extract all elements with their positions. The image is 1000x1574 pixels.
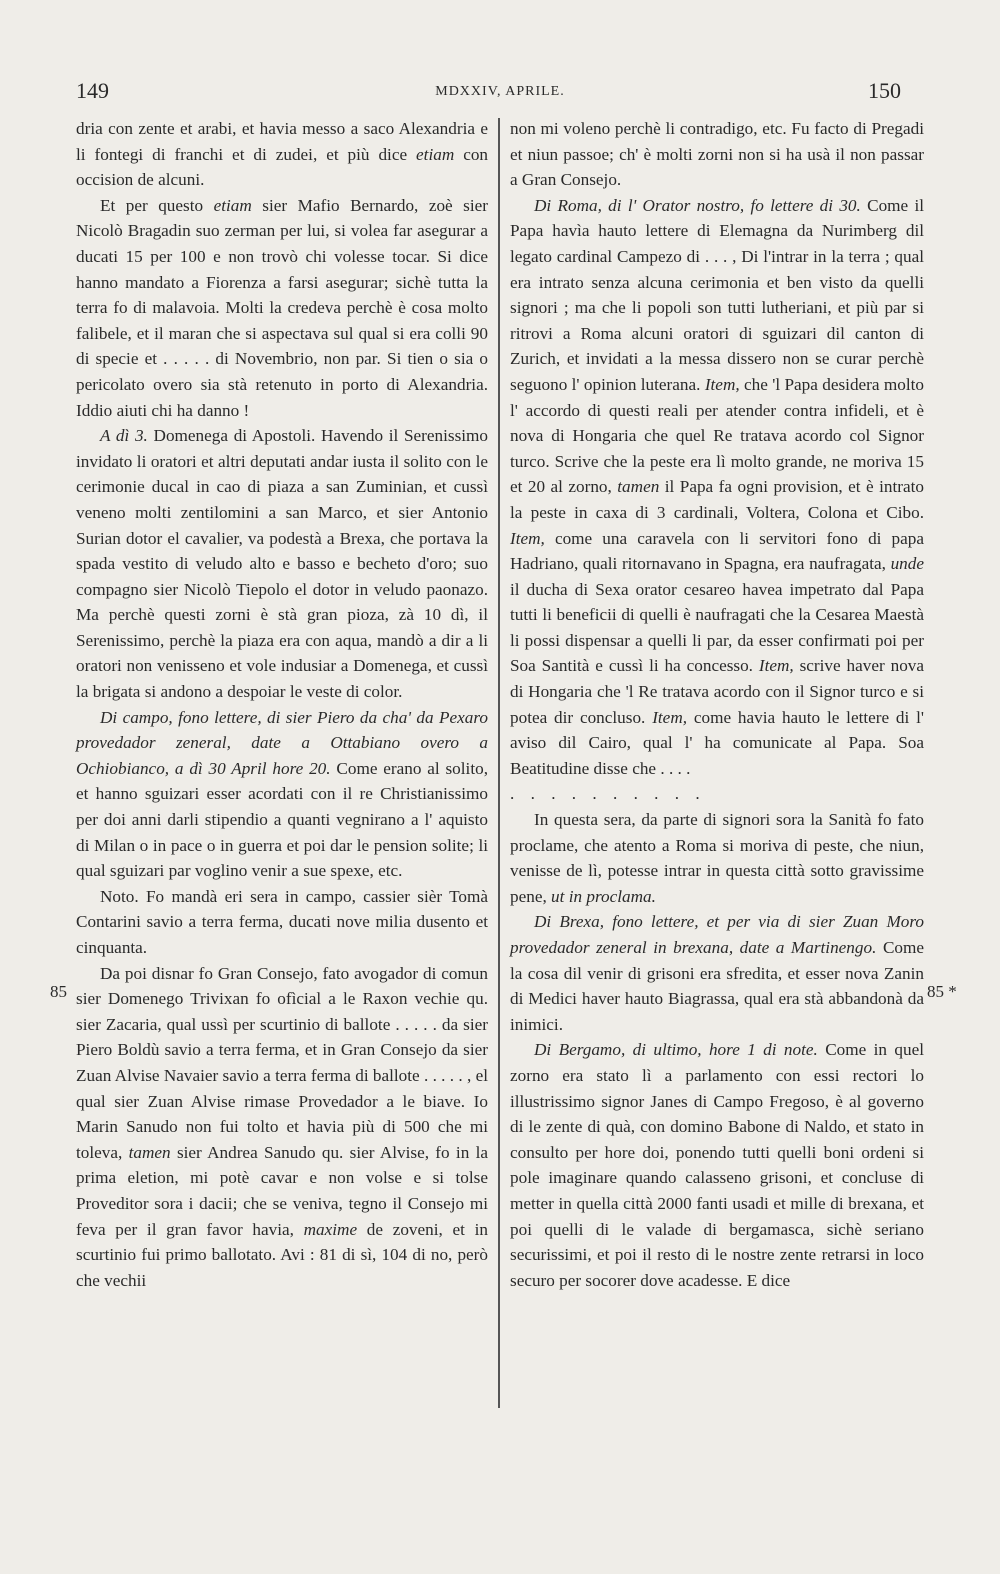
left-column (76, 116, 488, 1293)
right-column (510, 116, 924, 1293)
right-page-number: 150 (868, 78, 901, 103)
paragraph: Noto. Fo mandà eri sera in campo, cassier sièr Tomà Contarini savio a terra ferma, ducati nove milia dusento et cinquanta. (76, 886, 488, 957)
paragraph: In questa sera, da parte di signori sora la Sanità fo fato proclame, che atento a Roma si moriva di peste, che niun, venisse de lì, potesse intrar in questa città sotto gravissime pene, ut in proclama. (510, 810, 924, 906)
left-page-number: 149 (76, 78, 109, 103)
ellipsis-line: . . . . . . . . . . (510, 784, 706, 804)
paragraph: Da poi disnar fo Gran Consejo, fato avogador di comun sier Domenego Trivixan fo ofìcial a le Raxon vechie qu. sier Zacaria, qual ussì per scurtinio di ballote . . . . . da sier Piero Boldù savio a terra ferma, et in Gran Consejo da sier Zuan Alvise Navaier savio a terra ferma di ballote . . . . . , el qual sier Zuan Alvise rimase Provedador a le biave. Io Marin Sanudo non fui tolto et havia più di 500 che mi toleva, tamen sier Andrea Sanudo qu. sier Alvise, fo in la prima eletion, mi potè cavar e non volse e si tolse Proveditor sora i dacii; che se veniva, tegno il Consejo mi feva per il gran favor havia, maxime de zoveni, et in scurtinio fui primo ballotato. Avi : 81 di sì, 104 di no, però che vechii (76, 963, 489, 1290)
paragraph: Et per questo etiam sier Mafio Bernardo, zoè sier Nicolò Bragadin suo zerman per lui, si volea far asegurar a ducati 15 per 100 e non trovò chi volesse tocar. Si dice hanno mandato a Fiorenza a farsi asegurar; sichè tutta la terra fo di malavoia. Molti la credeva perchè è cosa molto falibele, et il maran che si aspectava sul qual si era colli 90 di specie et . . . . . di Novembrio, non par. Si tien o sia o pericolato overo sia stà retenuto in porto di Alexandria. Iddio aiuti chi ha danno ! (76, 195, 488, 420)
left-margin-number: 85 (50, 982, 67, 1001)
paragraph: A dì 3. Domenega di Apostoli. Havendo il Serenissimo invidato li oratori et altri deputati andar iusta il solito con le cerimonie ducal in cao di piaza a san Zuminian, et cussì veneno molti zentilomini a san Marco, et sier Antonio Surian dotor el cavalier, va podestà a Brexa, che portava la spada vestito di veludo alto e basso e becheto d'oro; suo compagno sier Nicolò Tiepolo el dotor in veludo paonazo. Ma perchè questi zorni è stà gran pioza, zà 10 dì, il Serenissimo, perchè la piaza era con aqua, mandò a dir a li oratori non venisseno et vole indusiar a Domenega, et cussì la brigata si andono a despoiar le veste di color. (76, 426, 489, 702)
column-divider (498, 118, 500, 1408)
paragraph: Di Roma, di l' Orator nostro, fo lettere di 30. Come il Papa havìa hauto lettere di Elemagna da Nurimberg dil legato cardinal Campezo di . . . , Di l'intrar in la terra ; qual era intrato senza alcuna cerimonia et ben visto da quelli signori ; ma che li popoli son tutti lutheriani, et più par si ritrovi a Roma alcuni oratori di sguizari dil canton di Zurich, et invidati a la messa dissero non se curar perchè seguono l' opinion luterana. Item, che 'l Papa desidera molto l' accordo di questi reali per atender contra infideli, et è nova di Hongaria che quel Re tratava acordo col Signor turco. Scrive che la peste era lì molto grande, ne moriva 15 et 20 al zorno, tamen il Papa fa ogni provision, et è intrato la peste in caxa di 3 cardinali, Voltera, Colona et Cibo. Item, come una caravela con li servitori fono di papa Hadriano, quali ritornavano in Spagna, era naufragata, unde il ducha di Sexa orator cesareo havea impetrato dal Papa tutti li beneficii di quelli è naufragati che la Cesarea Maestà li possi dispensar a quelli li par, da esser confirmati poi per Soa Santità e cussì li ha concesso. Item, scrive haver nova di Hongaria che 'l Re tratava acordo con il Signor turco e si potea dir concluso. Item, come havia hauto le lettere di l' aviso dil Cairo, qual l' ha comunicate al Papa. Soa Beatitudine disse che . . . . (510, 195, 925, 778)
paragraph: Di campo, fono lettere, di sier Piero da cha' da Pexaro provedador zeneral, date a Ottabiano overo a Ochiobianco, a dì 30 April hore 20. Come erano al solito, et hanno sguizari esser acordati con il re Christianissimo per doi anni darli stipendio a quanti vegnirano a l' aquisto di Milan o in pace o in guerra et poi dar le pension solite; li qual sguizari par voglino venir a sue spexe, etc. (76, 707, 488, 881)
paragraph: Di Bergamo, di ultimo, hore 1 di note. Come in quel zorno era stato lì a parlamento con essi rectori lo illustrissimo signor Janes di Campo Fregoso, è al governo di le zente di quà, con domino Babone di Naldo, et stato in consulto per hore doi, ponendo tutti quelli boni ordeni si pole imaginare quando calasseno grisoni, et concluse di metter in quella città 2000 fanti usadi et mille di brexana, et poi quelli di le valade di bergamasca, sichè seriano securissimi, et poi il resto di le nostre zente retrarsi in loco securo per socorer dove acadesse. E dice (510, 1040, 924, 1290)
paragraph: Di Brexa, fono lettere, et per via di sier Zuan Moro provedador zeneral in brexana, date a Martinengo. Come la cosa dil venir di grisoni era sfredita, et esser nova Zanin di Medici haver hauto Biagrassa, qual era stà abbandonà da inimici. (510, 912, 924, 1034)
paragraph: dria con zente et arabi, et havia messo a saco Alexandria e li fontegi di franchi et di zudei, et più dice etiam con occision de alcuni. (76, 119, 489, 190)
right-margin-number: 85 * (927, 982, 957, 1001)
running-title: MDXXIV, APRILE. (435, 84, 565, 99)
paragraph: non mi voleno perchè li contradigo, etc. Fu facto di Pregadi et niun passoe; ch' è molti zorni non si ha usà il non passar a Gran Consejo. (510, 119, 924, 190)
